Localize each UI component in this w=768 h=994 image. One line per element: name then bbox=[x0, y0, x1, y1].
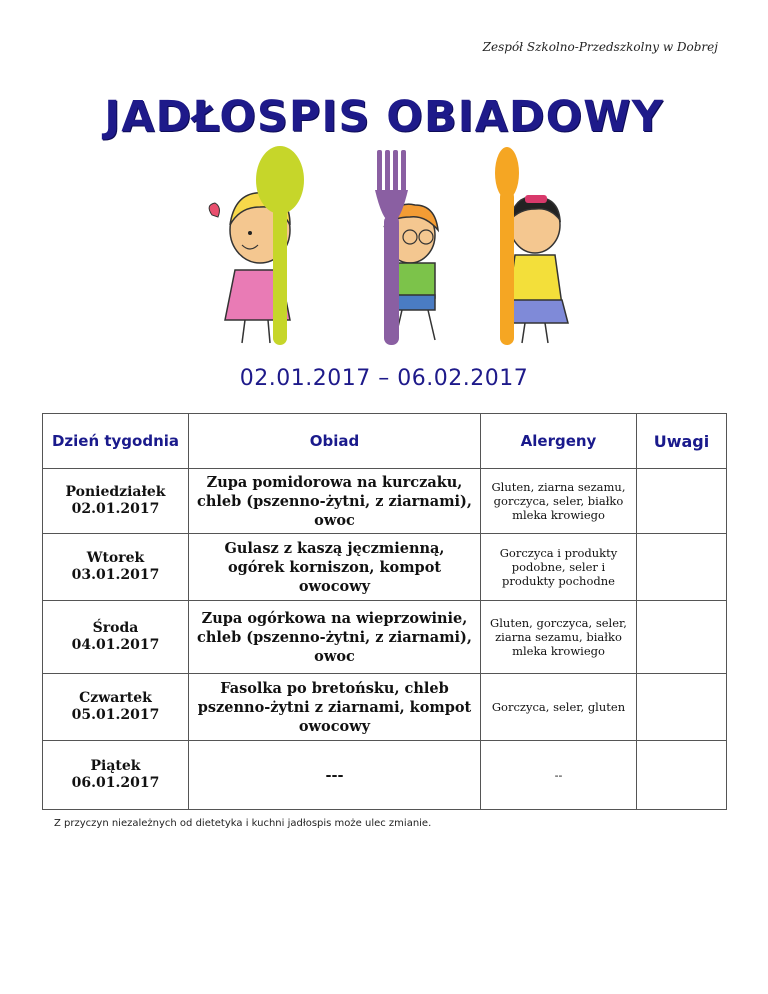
day-date: 05.01.2017 bbox=[71, 707, 160, 723]
disclaimer-note: Z przyczyn niezależnych od dietetyka i kuchni jadłospis może ulec zmianie. bbox=[54, 818, 432, 829]
meal-cell: Gulasz z kaszą jęczmienną, ogórek korniszon, kompot owocowy bbox=[189, 534, 481, 601]
day-cell bbox=[43, 741, 189, 810]
meal-cell: --- bbox=[189, 741, 481, 810]
day-name: Wtorek bbox=[86, 550, 145, 566]
table-row bbox=[43, 469, 727, 534]
notes-cell bbox=[637, 741, 727, 810]
day-cell bbox=[43, 674, 189, 741]
notes-cell bbox=[637, 674, 727, 741]
menu-table bbox=[42, 413, 727, 810]
kids-cutlery-illustration bbox=[190, 145, 590, 350]
column-header-meal: Obiad bbox=[189, 414, 481, 469]
day-date: 04.01.2017 bbox=[71, 637, 160, 653]
day-date: 02.01.2017 bbox=[71, 501, 160, 517]
allergens-cell: Gorczyca, seler, gluten bbox=[481, 674, 637, 741]
day-cell bbox=[43, 601, 189, 674]
day-date: 03.01.2017 bbox=[71, 567, 160, 583]
day-name: Poniedziałek bbox=[65, 484, 166, 500]
day-cell bbox=[43, 469, 189, 534]
allergens-cell: Gluten, gorczyca, seler, ziarna sezamu, białko mleka krowiego bbox=[481, 601, 637, 674]
table-row bbox=[43, 741, 727, 810]
date-range: 02.01.2017 – 06.02.2017 bbox=[239, 366, 529, 391]
page-title: JADŁOSPIS OBIADOWY bbox=[104, 92, 664, 142]
column-header-day: Dzień tygodnia bbox=[43, 414, 189, 469]
column-header-notes: Uwagi bbox=[637, 414, 727, 469]
day-cell bbox=[43, 534, 189, 601]
day-name: Środa bbox=[92, 620, 139, 636]
allergens-cell: -- bbox=[481, 741, 637, 810]
notes-cell bbox=[637, 469, 727, 534]
allergens-cell: Gluten, ziarna sezamu, gorczyca, seler, białko mleka krowiego bbox=[481, 469, 637, 534]
meal-cell: Fasolka po bretońsku, chleb pszenno-żytni z ziarnami, kompot owocowy bbox=[189, 674, 481, 741]
notes-cell bbox=[637, 601, 727, 674]
meal-cell: Zupa pomidorowa na kurczaku, chleb (pszenno-żytni, z ziarnami), owoc bbox=[189, 469, 481, 534]
allergens-cell: Gorczyca i produkty podobne, seler i produkty pochodne bbox=[481, 534, 637, 601]
table-row bbox=[43, 534, 727, 601]
day-name: Czwartek bbox=[79, 690, 152, 706]
day-date: 06.01.2017 bbox=[71, 775, 160, 791]
column-header-allergens: Alergeny bbox=[481, 414, 637, 469]
table-row bbox=[43, 601, 727, 674]
meal-cell: Zupa ogórkowa na wieprzowinie, chleb (pszenno-żytni, z ziarnami), owoc bbox=[189, 601, 481, 674]
notes-cell bbox=[637, 534, 727, 601]
day-name: Piątek bbox=[90, 758, 141, 774]
table-header-row bbox=[43, 414, 727, 469]
school-name: Zespół Szkolno-Przedszkolny w Dobrej bbox=[482, 40, 718, 54]
table-row bbox=[43, 674, 727, 741]
